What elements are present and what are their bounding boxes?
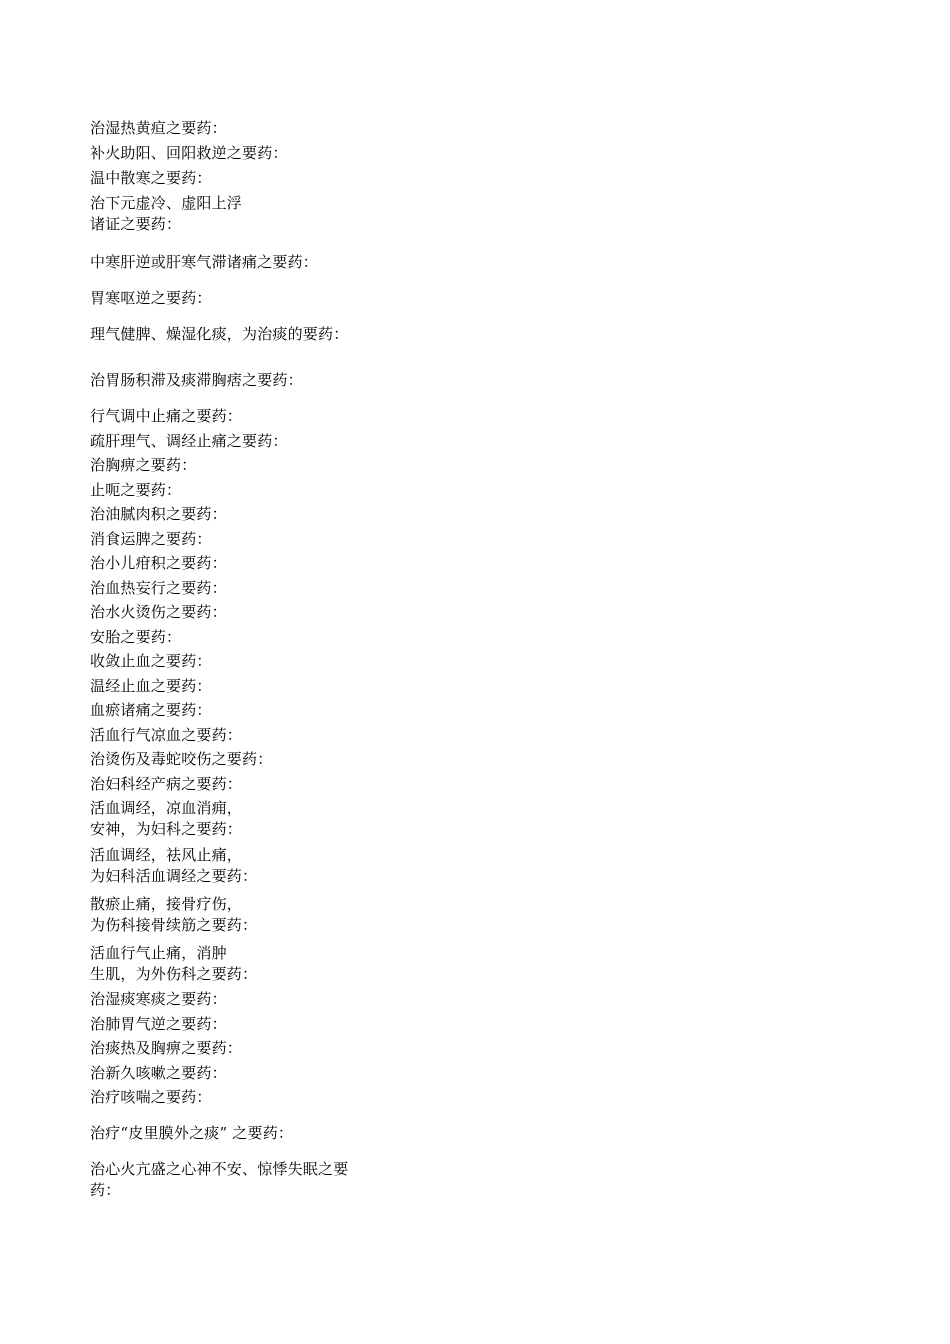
text-line: 止呃之要药： [90, 481, 182, 499]
text-line: 治烫伤及毒蛇咬伤之要药： [90, 750, 273, 768]
text-line: 治疗“皮里膜外之痰” 之要药： [90, 1124, 294, 1142]
text-line: 治胸痹之要药： [90, 456, 197, 474]
text-line: 行气调中止痛之要药： [90, 407, 243, 425]
text-line: 补火助阳、回阳救逆之要药： [90, 144, 288, 162]
text-line: 治血热妄行之要药： [90, 579, 227, 597]
text-line: 温经止血之要药： [90, 677, 212, 695]
text-line: 血瘀诸痛之要药： [90, 701, 212, 719]
text-line: 治肺胃气逆之要药： [90, 1015, 227, 1033]
text-line: 散瘀止痛，接骨疗伤， 为伤科接骨续筋之要药： [90, 895, 258, 934]
text-line: 治油腻肉积之要药： [90, 505, 227, 523]
text-line: 胃寒呕逆之要药： [90, 289, 212, 307]
text-line: 治下元虚冷、虚阳上浮 诸证之要药： [90, 194, 243, 233]
text-line: 治疗咳喘之要药： [90, 1088, 212, 1106]
text-line: 治湿热黄疸之要药： [90, 119, 227, 137]
text-line: 中寒肝逆或肝寒气滞诸痛之要药： [90, 253, 319, 271]
text-line: 治妇科经产病之要药： [90, 775, 243, 793]
text-line: 活血调经，凉血消痈， 安神，为妇科之要药： [90, 799, 243, 838]
text-line: 治痰热及胸痹之要药： [90, 1039, 243, 1057]
text-line: 治胃肠积滞及痰滞胸痞之要药： [90, 371, 303, 389]
text-line: 治小儿疳积之要药： [90, 554, 227, 572]
text-line: 治湿痰寒痰之要药： [90, 990, 227, 1008]
text-line: 收敛止血之要药： [90, 652, 212, 670]
text-line: 理气健脾、燥湿化痰，为治痰的要药： [90, 325, 349, 343]
text-line: 消食运脾之要药： [90, 530, 212, 548]
text-line: 活血行气止痛，消肿 生肌，为外伤科之要药： [90, 944, 258, 983]
text-line: 活血调经，祛风止痛， 为妇科活血调经之要药： [90, 846, 258, 885]
text-line: 治新久咳嗽之要药： [90, 1064, 227, 1082]
text-line: 治心火亢盛之心神不安、惊悸失眠之要 药： [90, 1160, 349, 1199]
text-line: 疏肝理气、调经止痛之要药： [90, 432, 288, 450]
text-line: 活血行气凉血之要药： [90, 726, 243, 744]
text-line: 温中散寒之要药： [90, 169, 212, 187]
text-line: 安胎之要药： [90, 628, 182, 646]
text-line: 治水火烫伤之要药： [90, 603, 227, 621]
